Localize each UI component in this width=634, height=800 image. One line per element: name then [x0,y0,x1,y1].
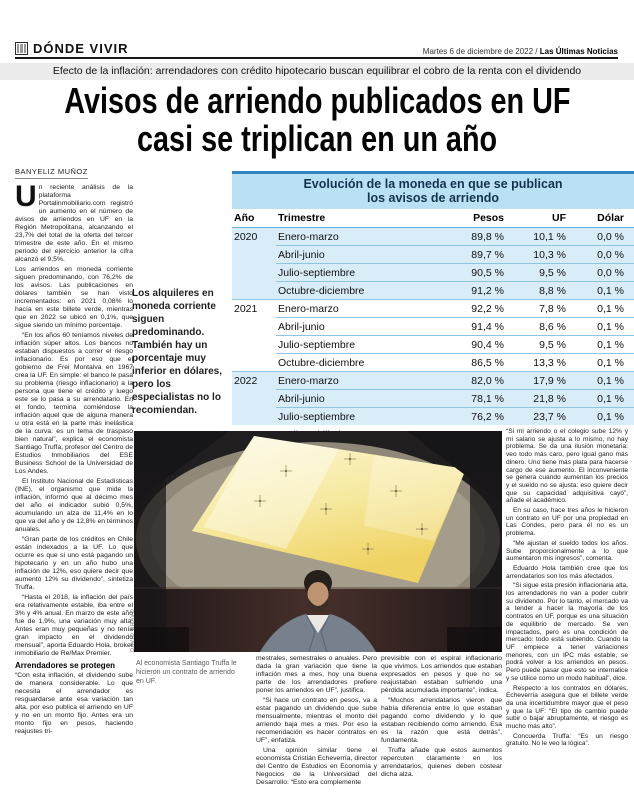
article-photo [134,431,502,652]
table-row: 2022 Enero-marzo 82,0 % 17,9 % 0,1 % [232,372,634,390]
section-icon [15,42,28,55]
byline: BANYELIZ MUÑOZ [15,168,88,179]
table-row: Octubre-diciembre 86,5 % 13,3 % 0,1 % [232,354,634,372]
pull-quote: Los alquileres en moneda corriente siguen predominando. También hay un porcentaje muy inferior en dólares, pero los especialistas no lo recomiendan. [132,288,223,416]
paragraph: Una opinión similar tiene el economista Cristián Echeverría, director del Centro de Estudios en Economía y Negocios de la Universidad del Desarrollo: “Esto era complemente [256,747,377,786]
paragraph: previsible con el espiral inflacionario que vivimos. Los arriendos que estaban expresados en pesos y que no se reajustaban estaban sufriendo una pérdida acumulada importante”, indica. [381,655,502,694]
paragraph: En su caso, hace tres años le hicieron un contrato en UF por una propiedad en Las Condes, pero para él no es un problema. [506,507,628,538]
date-text: Martes 6 de diciembre de 2022 / [422,47,540,56]
table-title [232,174,634,209]
paragraph: “Hasta el 2018, la inflación del país era relativamente estable, iba entre el 3% y 4% anual. En marzo de este año fue de 1,9%, una variación muy alta. Antes eran muy pequeñas y no tenía gran impacto en el dividendo mensual”, aporta Eduardo Hola, broker inmobiliario de Re/Max Premier. [15,594,133,657]
kicker: Efecto de la inflación: arrendadores con crédito hipotecario buscan equilibrar el cobro de la renta con el dividendo [0,63,634,80]
lead-paragraph [15,180,133,264]
col-header-year: Año [232,209,276,228]
lead-text: n reciente análisis de la plataforma Portalinmobiliario.com registró un aumento en el número de avisos de arriendos en UF en la Región Metropolitana, alcanzando el 23,7% del total de la oferta del tercer trimestre de este año. En el mismo periodo del ejercicio anterior la cifra alcanzó el 9,5%. [15,184,133,263]
article-column-4 [506,428,628,796]
paragraph: “Gran parte de los créditos en Chile están indexados a la UF. Lo que ocurre es que si uno está pagando un hipotecario y en un año hubo una inflación de 12%, eso quiere decir que aumentó 12% su dividendo”, sintetiza Truffa. [15,536,133,591]
table-row: Abril-junio 78,1 % 21,8 % 0,1 % [232,390,634,408]
table-title-line2: los avisos de arriendo [367,191,499,205]
table-row: Abril-junio 89,7 % 10,3 % 0,0 % [232,246,634,264]
table-row: Julio-septiembre 90,5 % 9,5 % 0,0 % [232,264,634,282]
paragraph: Eduardo Hola también cree que los arrendatarios son los más afectados. [506,564,628,580]
table-row: Julio-septiembre 76,2 % 23,7 % 0,1 % [232,408,634,426]
photo-caption: Al economista Santiago Truffa le hicieron un contrato de arriendo en UF. [136,660,237,685]
headline-line1: Avisos de arriendo publicados en UF [63,80,571,121]
section-header [15,41,129,56]
col-header-pesos: Pesos [442,209,514,228]
col-header-dolar: Dólar [576,209,634,228]
currency-table [232,171,634,441]
section-title: DÓNDE VIVIR [33,41,129,56]
table-row: Julio-septiembre 90,4 % 9,5 % 0,1 % [232,336,634,354]
table-row: 2020 Enero-marzo 89,8 % 10,1 % 0,0 % [232,228,634,246]
photo-illustration [134,431,502,652]
paper-name: Las Últimas Noticias [539,47,618,56]
table-row: Octubre-diciembre 91,2 % 8,8 % 0,1 % [232,282,634,300]
dropcap: U [15,180,37,213]
paragraph: “Si mi arriendo o el colegio sube 12% y mi salario se ajusta a lo mismo, no hay problema. Se da una ilusión monetaria: veo todo más caro, pero igual gano más dinero. Uno tiene más plata para hacerse cargo de ese aumento. El inconveniente se genera cuando aumentan los precios y el sueldo no se ajusta: eso quiere decir que su capacidad adquisitiva cayó”, añade el académico. [506,428,628,505]
paragraph: “Si sigue esta presión inflacionaria alta, los arrendadores no van a poder cubrir su dividendo. Por lo tanto, el mercado va a tender a hacer la mayoría de los contratos en UF, porque es una situación de equilibrio de mercado. Se ven impactados, pero es una condición de mercado: todo está subiendo. Cuando la UF empiece a tener variaciones menores, con un IPC más estable, se podrá volver a los arriendos en pesos. Pero puede pasar que esto se internalice y se utilice como un modo habitual”, dice. [506,582,628,682]
dateline [423,47,618,56]
col-header-uf: UF [514,209,576,228]
table [232,209,634,425]
table-row: Abril-junio 91,4 % 8,6 % 0,1 % [232,318,634,336]
article-column-3 [381,655,502,797]
photo-credit: DAVID BRAVO [130,608,136,652]
headline-line2: casi se triplican en un año [136,118,498,159]
article-column-2 [256,655,377,797]
subhead: Arrendadores se protegen [15,661,116,670]
paragraph: “Muchos arrendatarios vieron que había diferencia entre lo que estaban pagando como dividendo y lo que estaban recibiendo como arriendo. Esa es la razón que está detrás”, fundamenta. [381,697,502,744]
table-header-row [232,209,634,228]
paragraph: “En los años 60 teníamos niveles de inflación súper altos. Los bancos no estaban dispuestos a correr el riesgo inflacionario. Es por eso que el gobierno de Frei Montalva en 1967 crea la UF. En simple: el banco le pasa su problema (riesgo inflacionario) a la persona que tiene el crédito y luego este se lo pasa a su arrendatario. En el fondo, termina comiéndose la inflación aquel que de alguna manera u otra está en la parte más inelástica de la curva: es un tema de traspaso bien natural”, explica el economista Santiago Truffa, profesor del Centro de Estudios Inmobiliarios del ESE Business School de la Universidad de Los Andes. [15,332,133,475]
paragraph: El Instituto Nacional de Estadísticas (INE), el organismo que mide la inflación, informó que al décimo mes del año el indicador subió 0,5%, acumulando un alza de 11,4% en lo que va del año y de 12,8% en términos anuales. [15,478,133,533]
page-title [0,82,634,158]
paragraph: Concuerda Truffa: “Es un riesgo gratuito. No le veo la lógica”. [506,732,628,748]
paragraph: “Si hace un contrato en pesos, va a estar pagando un dividendo que sube mensualmente, mientras el monto del arriendo baja mes a mes. Por eso la recomendación es hacer contratos en UF”, enfatiza. [256,697,377,744]
paragraph: mestrales, semestrales o anuales. Pero dada la gran variación que tiene la inflación mes a mes, hoy una buena parte de los arrendadores prefiere poner los arriendos en UF”, justifica. [256,655,377,694]
masthead-rule [15,57,618,59]
col-header-quarter: Trimestre [276,209,442,228]
masthead [15,36,618,56]
article-column-1 [15,168,133,796]
paragraph: “Con esta inflación, el dividendo sube de manera considerable. Lo que necesita el arrendador es resguardarse ante esa variación tan alta, por eso publica el arriendo en UF y no en un monto fijo. Antes era un monto fijo en pesos, haciendo reajustes tri- [15,672,133,735]
table-title-line1: Evolución de la moneda en que se publican [303,177,563,191]
table-row: 2021 Enero-marzo 92,2 % 7,8 % 0,1 % [232,300,634,318]
paragraph: Respecto a los contratos en dólares, Echeverría asegura que el billete verde da una incertidumbre mayor que el peso y que la UF: “El tipo de cambio puede subir o bajar abruptamente, el riesgo es mucho más alto”. [506,684,628,731]
paragraph: Los arriendos en moneda corriente siguen predominando, con 76,2% de los avisos. Las publicaciones en dólares también se han visto incrementados: en 2021 0,08% lo hacía en este billete verde, mientras que en 2022 se ubicó en 0,1%, que sigue siendo un mínimo porcentaje. [15,266,133,329]
paragraph: “Me ajustan el sueldo todos los años. Sube proporcionalmente a lo que aumentaron mis ingresos”, comenta. [506,539,628,563]
paragraph: Truffa añade que estos aumentos repercuten claramente en los arrendatarios, quienes deben costear dicha alza. [381,747,502,778]
